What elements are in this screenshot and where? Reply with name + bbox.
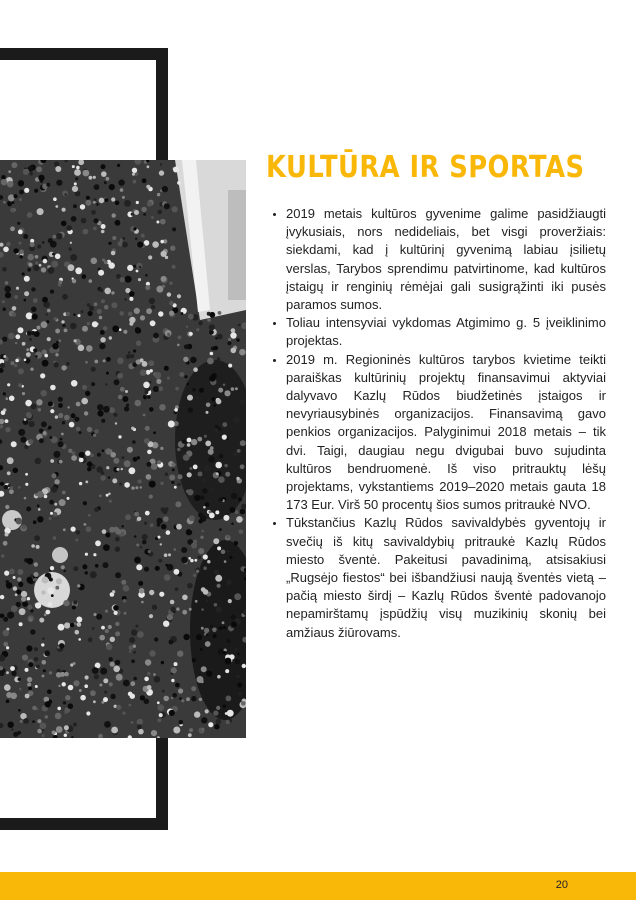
list-item: • 2019 metais kultūros gyvenime galime pasidžiaugti įvykusiais, nors nedideliais, bet visgi proveržiais: siekdami, kad į kultūrinį gyvenimą labiau įsilietų verslas, Tarybos sprendimu patvirtinome, kad kultūros įstaigų ir renginių rėmėjai gali susigrąžinti iki pusės paramos sumos. <box>286 205 606 314</box>
frame-top-bar <box>0 48 168 60</box>
list-item: • Toliau intensyviai vykdomas Atgimimo g. 5 įveiklinimo projektas. <box>286 314 606 350</box>
bullet-list <box>266 205 606 642</box>
section-title: KULTŪRA IR SPORTAS <box>266 150 585 185</box>
crowd-photo <box>0 160 246 738</box>
list-item: • Tūkstančius Kazlų Rūdos savivaldybės gyventojų ir svečių iš kitų savivaldybių pritraukė Kazlų Rūdos miesto šventė. Pakeitusi pavadinimą, atsisakiusi „Rugsėjo fiestos“ bei išbandžiusi naują šventės vietą – pačią miesto širdį – Kazlų Rūdos šventė padovanojo nepamirštamų įspūdžių visų muzikinių skonių bei amžiaus žiūrovams. <box>286 514 606 641</box>
section-content <box>266 205 606 642</box>
page-number: 20 <box>555 879 568 891</box>
list-item: • 2019 m. Regioninės kultūros tarybos kvietime teikti paraiškas kultūrinių projektų finansavimui aktyviai dalyvavo Kazlų Rūdos biudžetinės įstaigos ir nevyriausybinės organizacijos. Finansavimą gavo penkios organizacijos. Palyginimui 2018 metais – tik dvi. Taigi, daugiau negu dvigubai buvo sujudinta kultūros bendruomenė. Iš viso pritrauktų lėšų projektams, vykstantiems 2019–2020 metais gauta 18 173 Eur. Virš 50 procentų šios sumos pritraukė NVO. <box>286 351 606 515</box>
footer-bar <box>0 872 636 900</box>
frame-bottom-bar <box>0 818 168 830</box>
